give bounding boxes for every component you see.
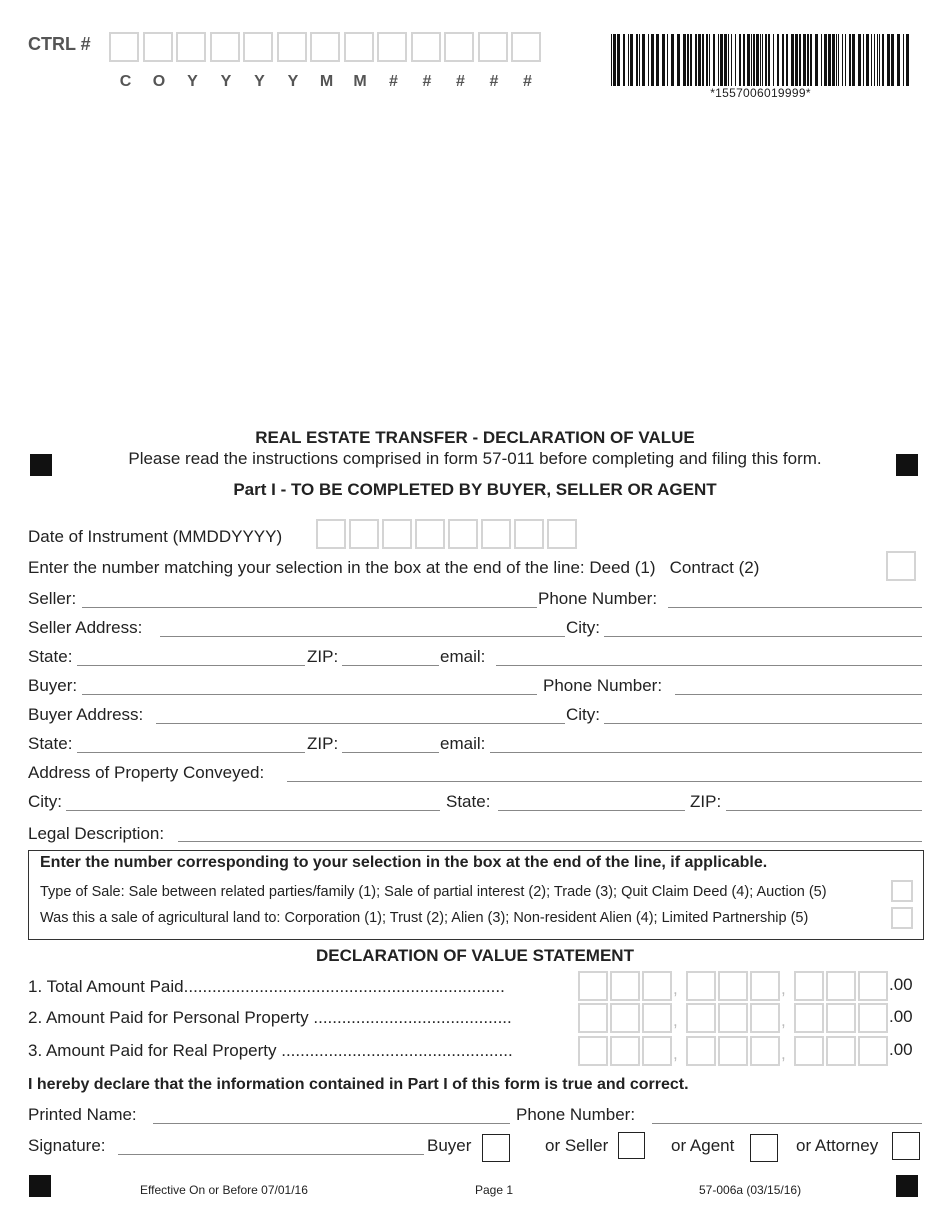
- property-state-label: State:: [446, 792, 491, 811]
- seller-role-label: or Seller: [545, 1136, 609, 1155]
- property-zip-label: ZIP:: [690, 792, 722, 811]
- real-property-amount-digit-box[interactable]: [578, 1036, 608, 1066]
- thousands-separator: ,: [673, 1044, 678, 1063]
- property-zip-input[interactable]: [726, 810, 922, 811]
- form-number: 57-006a (03/15/16): [699, 1183, 802, 1197]
- seller-address-input[interactable]: [160, 636, 565, 637]
- ctrl-digit-box[interactable]: [143, 32, 173, 62]
- total-amount-digit-box[interactable]: [578, 971, 608, 1001]
- buyer-city-input[interactable]: [604, 723, 922, 724]
- seller-email-input[interactable]: [496, 665, 922, 666]
- ctrl-format-letter: C: [119, 73, 132, 90]
- selection-heading: Enter the number corresponding to your selection in the box at the end of the line, if applicable.: [40, 854, 768, 871]
- seller-input[interactable]: [82, 607, 537, 608]
- personal-property-label: 2. Amount Paid for Personal Property ..........................................: [28, 1008, 512, 1027]
- ctrl-format-letter: Y: [287, 73, 299, 90]
- personal-property-amount-cents: .00: [889, 1007, 913, 1026]
- property-address-label: Address of Property Conveyed:: [28, 763, 265, 782]
- ctrl-digit-box[interactable]: [243, 32, 273, 62]
- ctrl-format-letter: #: [422, 73, 432, 90]
- date-digit-box[interactable]: [448, 519, 478, 549]
- seller-city-input[interactable]: [604, 636, 922, 637]
- effective-date: Effective On or Before 07/01/16: [140, 1183, 308, 1197]
- seller-checkbox[interactable]: [618, 1132, 645, 1159]
- buyer-checkbox[interactable]: [482, 1134, 510, 1162]
- thousands-separator: ,: [781, 1011, 786, 1030]
- buyer-zip-input[interactable]: [342, 752, 439, 753]
- agent-role-label: or Agent: [671, 1136, 735, 1155]
- agent-checkbox[interactable]: [750, 1134, 778, 1162]
- thousands-separator: ,: [673, 1011, 678, 1030]
- real-property-amount-digit-box[interactable]: [686, 1036, 716, 1066]
- ctrl-format-letter: #: [389, 73, 398, 90]
- total-amount-digit-box[interactable]: [858, 971, 888, 1001]
- form-title: REAL ESTATE TRANSFER - DECLARATION OF VALUE: [255, 428, 695, 447]
- ctrl-format-letter: M: [353, 73, 367, 90]
- deed-contract-input[interactable]: [886, 551, 916, 581]
- attorney-checkbox[interactable]: [892, 1132, 920, 1160]
- real-property-amount-digit-box[interactable]: [610, 1036, 640, 1066]
- ctrl-digit-box[interactable]: [310, 32, 340, 62]
- personal-property-amount-digit-box[interactable]: [686, 1003, 716, 1033]
- seller-zip-input[interactable]: [342, 665, 439, 666]
- real-property-amount-digit-box[interactable]: [718, 1036, 748, 1066]
- barcode-text: *1557006019999*: [710, 86, 811, 100]
- buyer-role-label: Buyer: [427, 1136, 472, 1155]
- deed-contract-label: Enter the number matching your selection in the box at the end of the line: Deed (1) Contract (2): [28, 558, 760, 577]
- type-of-sale-label: Type of Sale: Sale between related parties/family (1); Sale of partial interest (2); Trade (3); Quit Claim Deed (4); Auction (5): [40, 884, 827, 900]
- declaration-text: I hereby declare that the information contained in Part I of this form is true and correct.: [28, 1076, 689, 1093]
- seller-label: Seller:: [28, 589, 77, 608]
- date-digit-box[interactable]: [349, 519, 379, 549]
- buyer-label: Buyer:: [28, 676, 78, 695]
- real-property-label: 3. Amount Paid for Real Property .................................................: [28, 1041, 513, 1060]
- ctrl-format-letter: Y: [220, 73, 232, 90]
- agricultural-label: Was this a sale of agricultural land to: Corporation (1); Trust (2); Alien (3); Non-resident Alien (4); Limited Partnership (5): [40, 910, 809, 926]
- total-amount-digit-box[interactable]: [826, 971, 856, 1001]
- real-property-amount-cents: .00: [889, 1040, 913, 1059]
- property-city-label: City:: [28, 792, 62, 811]
- thousands-separator: ,: [781, 1044, 786, 1063]
- legal-description-label: Legal Description:: [28, 824, 165, 843]
- attorney-role-label: or Attorney: [796, 1136, 879, 1155]
- ctrl-format-letter: Y: [187, 73, 198, 90]
- part-title: Part I - TO BE COMPLETED BY BUYER, SELLER OR AGENT: [233, 480, 717, 499]
- instructions-text: Please read the instructions comprised in form 57-011 before completing and filing this form.: [128, 449, 822, 468]
- declarant-phone-label: Phone Number:: [516, 1105, 636, 1124]
- date-of-instrument-label: Date of Instrument (MMDDYYYY): [28, 527, 283, 546]
- declarant-phone-input[interactable]: [652, 1123, 922, 1124]
- ctrl-format-letter: M: [319, 73, 334, 90]
- seller-city-label: City:: [566, 618, 600, 637]
- date-digit-box[interactable]: [382, 519, 412, 549]
- seller-phone-input[interactable]: [668, 607, 922, 608]
- ctrl-format-letter: Y: [254, 73, 265, 90]
- seller-address-label: Seller Address:: [28, 618, 143, 637]
- ctrl-digit-box[interactable]: [478, 32, 508, 62]
- property-city-input[interactable]: [66, 810, 440, 811]
- buyer-zip-label: ZIP:: [307, 734, 339, 753]
- registration-mark: [29, 1175, 51, 1197]
- buyer-input[interactable]: [82, 694, 537, 695]
- signature-input[interactable]: [118, 1154, 424, 1155]
- ctrl-label: CTRL #: [28, 34, 91, 54]
- real-property-amount-digit-box[interactable]: [750, 1036, 780, 1066]
- page-number: Page 1: [475, 1183, 514, 1197]
- statement-title: DECLARATION OF VALUE STATEMENT: [316, 946, 634, 965]
- legal-description-input[interactable]: [178, 841, 922, 842]
- real-property-amount-digit-box[interactable]: [642, 1036, 672, 1066]
- buyer-address-input[interactable]: [156, 723, 565, 724]
- buyer-city-label: City:: [566, 705, 600, 724]
- buyer-state-label: State:: [28, 734, 73, 753]
- printed-name-label: Printed Name:: [28, 1105, 137, 1124]
- seller-state-input[interactable]: [77, 665, 305, 666]
- ctrl-digit-box[interactable]: [411, 32, 441, 62]
- personal-property-amount-digit-box[interactable]: [610, 1003, 640, 1033]
- property-address-input[interactable]: [287, 781, 922, 782]
- ctrl-digit-box[interactable]: [377, 32, 407, 62]
- agricultural-input[interactable]: [891, 907, 913, 929]
- date-digit-box[interactable]: [514, 519, 544, 549]
- ctrl-format-letter: #: [489, 73, 499, 90]
- seller-phone-label: Phone Number:: [538, 589, 658, 608]
- type-of-sale-input[interactable]: [891, 880, 913, 902]
- registration-mark: [896, 1175, 918, 1197]
- total-amount-digit-box[interactable]: [642, 971, 672, 1001]
- total-amount-cents: .00: [889, 975, 913, 994]
- date-digit-box[interactable]: [415, 519, 445, 549]
- total-amount-digit-box[interactable]: [610, 971, 640, 1001]
- personal-property-amount-digit-box[interactable]: [578, 1003, 608, 1033]
- personal-property-amount-digit-box[interactable]: [794, 1003, 824, 1033]
- ctrl-digit-box[interactable]: [511, 32, 541, 62]
- seller-email-label: email:: [440, 647, 486, 666]
- seller-state-label: State:: [28, 647, 73, 666]
- total-amount-digit-box[interactable]: [794, 971, 824, 1001]
- personal-property-amount-digit-box[interactable]: [826, 1003, 856, 1033]
- total-amount-label: 1. Total Amount Paid....................................................................: [28, 977, 505, 996]
- barcode: [609, 34, 912, 86]
- ctrl-format-letter: O: [152, 73, 166, 90]
- date-digit-box[interactable]: [316, 519, 346, 549]
- date-digit-box[interactable]: [481, 519, 511, 549]
- ctrl-format-letter: #: [456, 73, 465, 90]
- ctrl-digit-box[interactable]: [277, 32, 307, 62]
- personal-property-amount-digit-box[interactable]: [642, 1003, 672, 1033]
- buyer-phone-input[interactable]: [675, 694, 922, 695]
- ctrl-digit-box[interactable]: [444, 32, 474, 62]
- signature-label: Signature:: [28, 1136, 106, 1155]
- total-amount-digit-box[interactable]: [718, 971, 748, 1001]
- buyer-state-input[interactable]: [77, 752, 305, 753]
- personal-property-amount-digit-box[interactable]: [858, 1003, 888, 1033]
- printed-name-input[interactable]: [153, 1123, 510, 1124]
- ctrl-digit-box[interactable]: [344, 32, 374, 62]
- seller-zip-label: ZIP:: [307, 647, 339, 666]
- buyer-phone-label: Phone Number:: [543, 676, 663, 695]
- personal-property-amount-digit-box[interactable]: [718, 1003, 748, 1033]
- date-digit-box[interactable]: [547, 519, 577, 549]
- real-property-amount-digit-box[interactable]: [826, 1036, 856, 1066]
- thousands-separator: ,: [781, 979, 786, 998]
- buyer-email-label: email:: [440, 734, 486, 753]
- ctrl-format-letter: #: [523, 73, 532, 90]
- total-amount-digit-box[interactable]: [686, 971, 716, 1001]
- buyer-address-label: Buyer Address:: [28, 705, 144, 724]
- property-state-input[interactable]: [498, 810, 685, 811]
- thousands-separator: ,: [673, 979, 678, 998]
- ctrl-digit-box[interactable]: [176, 32, 206, 62]
- personal-property-amount-digit-box[interactable]: [750, 1003, 780, 1033]
- ctrl-digit-box[interactable]: [109, 32, 139, 62]
- total-amount-digit-box[interactable]: [750, 971, 780, 1001]
- real-property-amount-digit-box[interactable]: [794, 1036, 824, 1066]
- buyer-email-input[interactable]: [490, 752, 922, 753]
- ctrl-digit-box[interactable]: [210, 32, 240, 62]
- real-property-amount-digit-box[interactable]: [858, 1036, 888, 1066]
